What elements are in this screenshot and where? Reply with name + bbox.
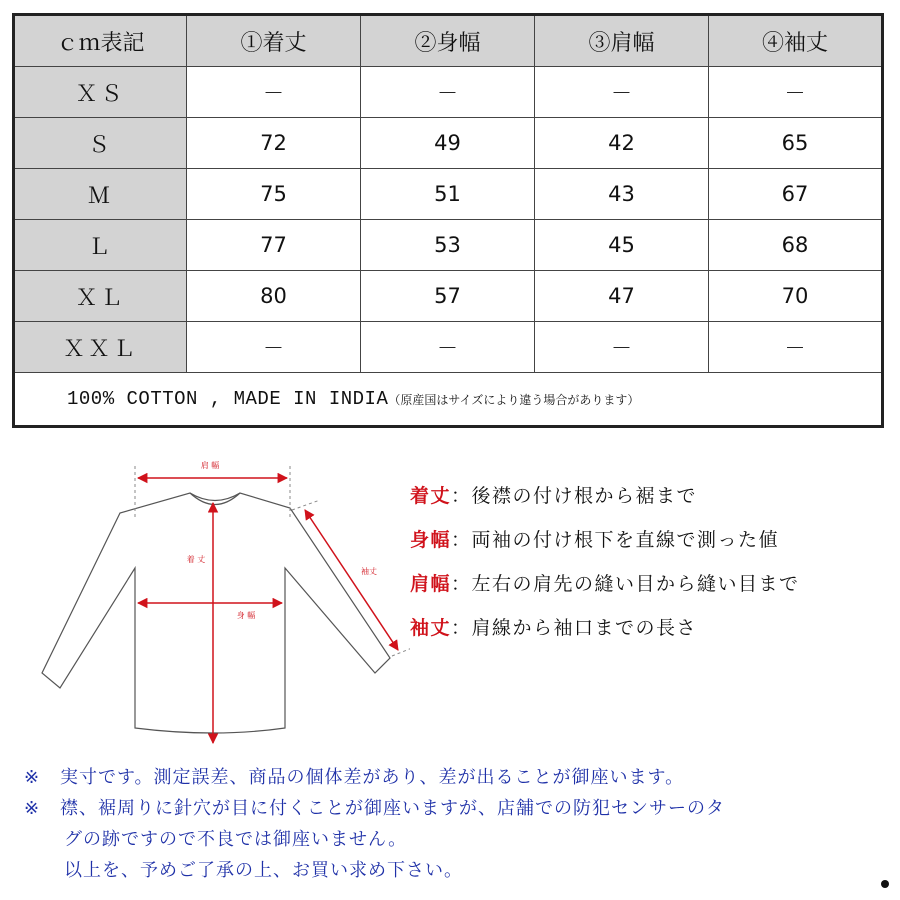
- table-cell: －: [361, 322, 535, 373]
- shirt-collar: [190, 493, 240, 505]
- table-cell: －: [187, 322, 361, 373]
- sleeve-guide-top: [292, 500, 320, 510]
- size-label: Ｌ: [14, 220, 187, 271]
- table-cell: 67: [709, 169, 883, 220]
- origin-note: （原産国はサイズにより違う場合があります）: [388, 393, 640, 407]
- table-cell: 45: [535, 220, 709, 271]
- sleeve-guide-bottom: [392, 648, 410, 656]
- size-label: ＸＸＬ: [14, 322, 187, 373]
- note-text: 襟、裾周りに針穴が目に付くことが御座いますが、店舗での防犯センサーのタ: [60, 798, 725, 819]
- table-header-row: [14, 15, 883, 67]
- table-row: [14, 169, 883, 220]
- header-width: ②身幅: [361, 15, 535, 67]
- size-chart-table: [12, 13, 884, 428]
- table-cell: －: [709, 67, 883, 118]
- legend-item: [410, 569, 800, 613]
- legend-desc: ：左右の肩先の縫い目から縫い目まで: [451, 573, 800, 595]
- note-text: 実寸です。測定誤差、商品の個体差があり、差が出ることが御座います。: [60, 767, 685, 788]
- table-row: [14, 220, 883, 271]
- table-cell: 77: [187, 220, 361, 271]
- table-cell: 70: [709, 271, 883, 322]
- legend-desc: ：両袖の付け根下を直線で測った値: [451, 529, 780, 551]
- table-cell: －: [361, 67, 535, 118]
- note-mark: ※: [24, 798, 41, 819]
- table-cell: 75: [187, 169, 361, 220]
- legend-term: 身幅: [410, 529, 452, 551]
- table-cell: 65: [709, 118, 883, 169]
- material-cell: [14, 373, 883, 427]
- disclaimer-notes: [24, 763, 725, 887]
- size-label: Ｍ: [14, 169, 187, 220]
- legend-desc: ：肩線から袖口までの長さ: [451, 617, 698, 639]
- table-cell: 57: [361, 271, 535, 322]
- table-row: [14, 118, 883, 169]
- table-cell: －: [709, 322, 883, 373]
- table-cell: 51: [361, 169, 535, 220]
- shoulder-label: 肩 幅: [200, 461, 220, 470]
- header-cm: ｃｍ表記: [14, 15, 187, 67]
- table-cell: 47: [535, 271, 709, 322]
- note-line: 以上を、予めご了承の上、お買い求め下さい。: [64, 860, 463, 881]
- table-cell: 68: [709, 220, 883, 271]
- legend-term: 袖丈: [410, 617, 452, 639]
- legend-item: [410, 525, 800, 569]
- measurement-legend: [410, 481, 800, 657]
- length-label: 着 丈: [186, 555, 206, 564]
- note-line: [24, 763, 725, 794]
- note-line: [24, 794, 725, 825]
- header-shoulder: ③肩幅: [535, 15, 709, 67]
- table-cell: －: [187, 67, 361, 118]
- material-text: 100% COTTON , MADE IN INDIA: [67, 388, 389, 410]
- table-cell: －: [535, 322, 709, 373]
- shirt-outline: [42, 493, 390, 733]
- table-cell: 43: [535, 169, 709, 220]
- shirt-diagram: [30, 458, 410, 753]
- table-cell: 72: [187, 118, 361, 169]
- table-row: [14, 271, 883, 322]
- sleeve-label: 袖丈: [361, 567, 377, 576]
- legend-item: [410, 481, 800, 525]
- header-length: ①着丈: [187, 15, 361, 67]
- table-cell: 49: [361, 118, 535, 169]
- legend-term: 肩幅: [410, 573, 452, 595]
- size-label: ＸＬ: [14, 271, 187, 322]
- legend-item: [410, 613, 800, 657]
- sleeve-arrow: [305, 510, 398, 650]
- material-row: [14, 373, 883, 427]
- body-label: 身 幅: [236, 611, 256, 620]
- note-mark: ※: [24, 767, 41, 788]
- table-row: [14, 322, 883, 373]
- table-row: [14, 67, 883, 118]
- table-cell: 80: [187, 271, 361, 322]
- size-label: Ｓ: [14, 118, 187, 169]
- legend-term: 着丈: [410, 485, 452, 507]
- table-cell: －: [535, 67, 709, 118]
- bullet-dot: [881, 880, 889, 888]
- size-label: ＸＳ: [14, 67, 187, 118]
- table-cell: 42: [535, 118, 709, 169]
- note-line: グの跡ですので不良では御座いません。: [64, 829, 408, 850]
- legend-desc: ：後襟の付け根から裾まで: [451, 485, 698, 507]
- header-sleeve: ④袖丈: [709, 15, 883, 67]
- table-cell: 53: [361, 220, 535, 271]
